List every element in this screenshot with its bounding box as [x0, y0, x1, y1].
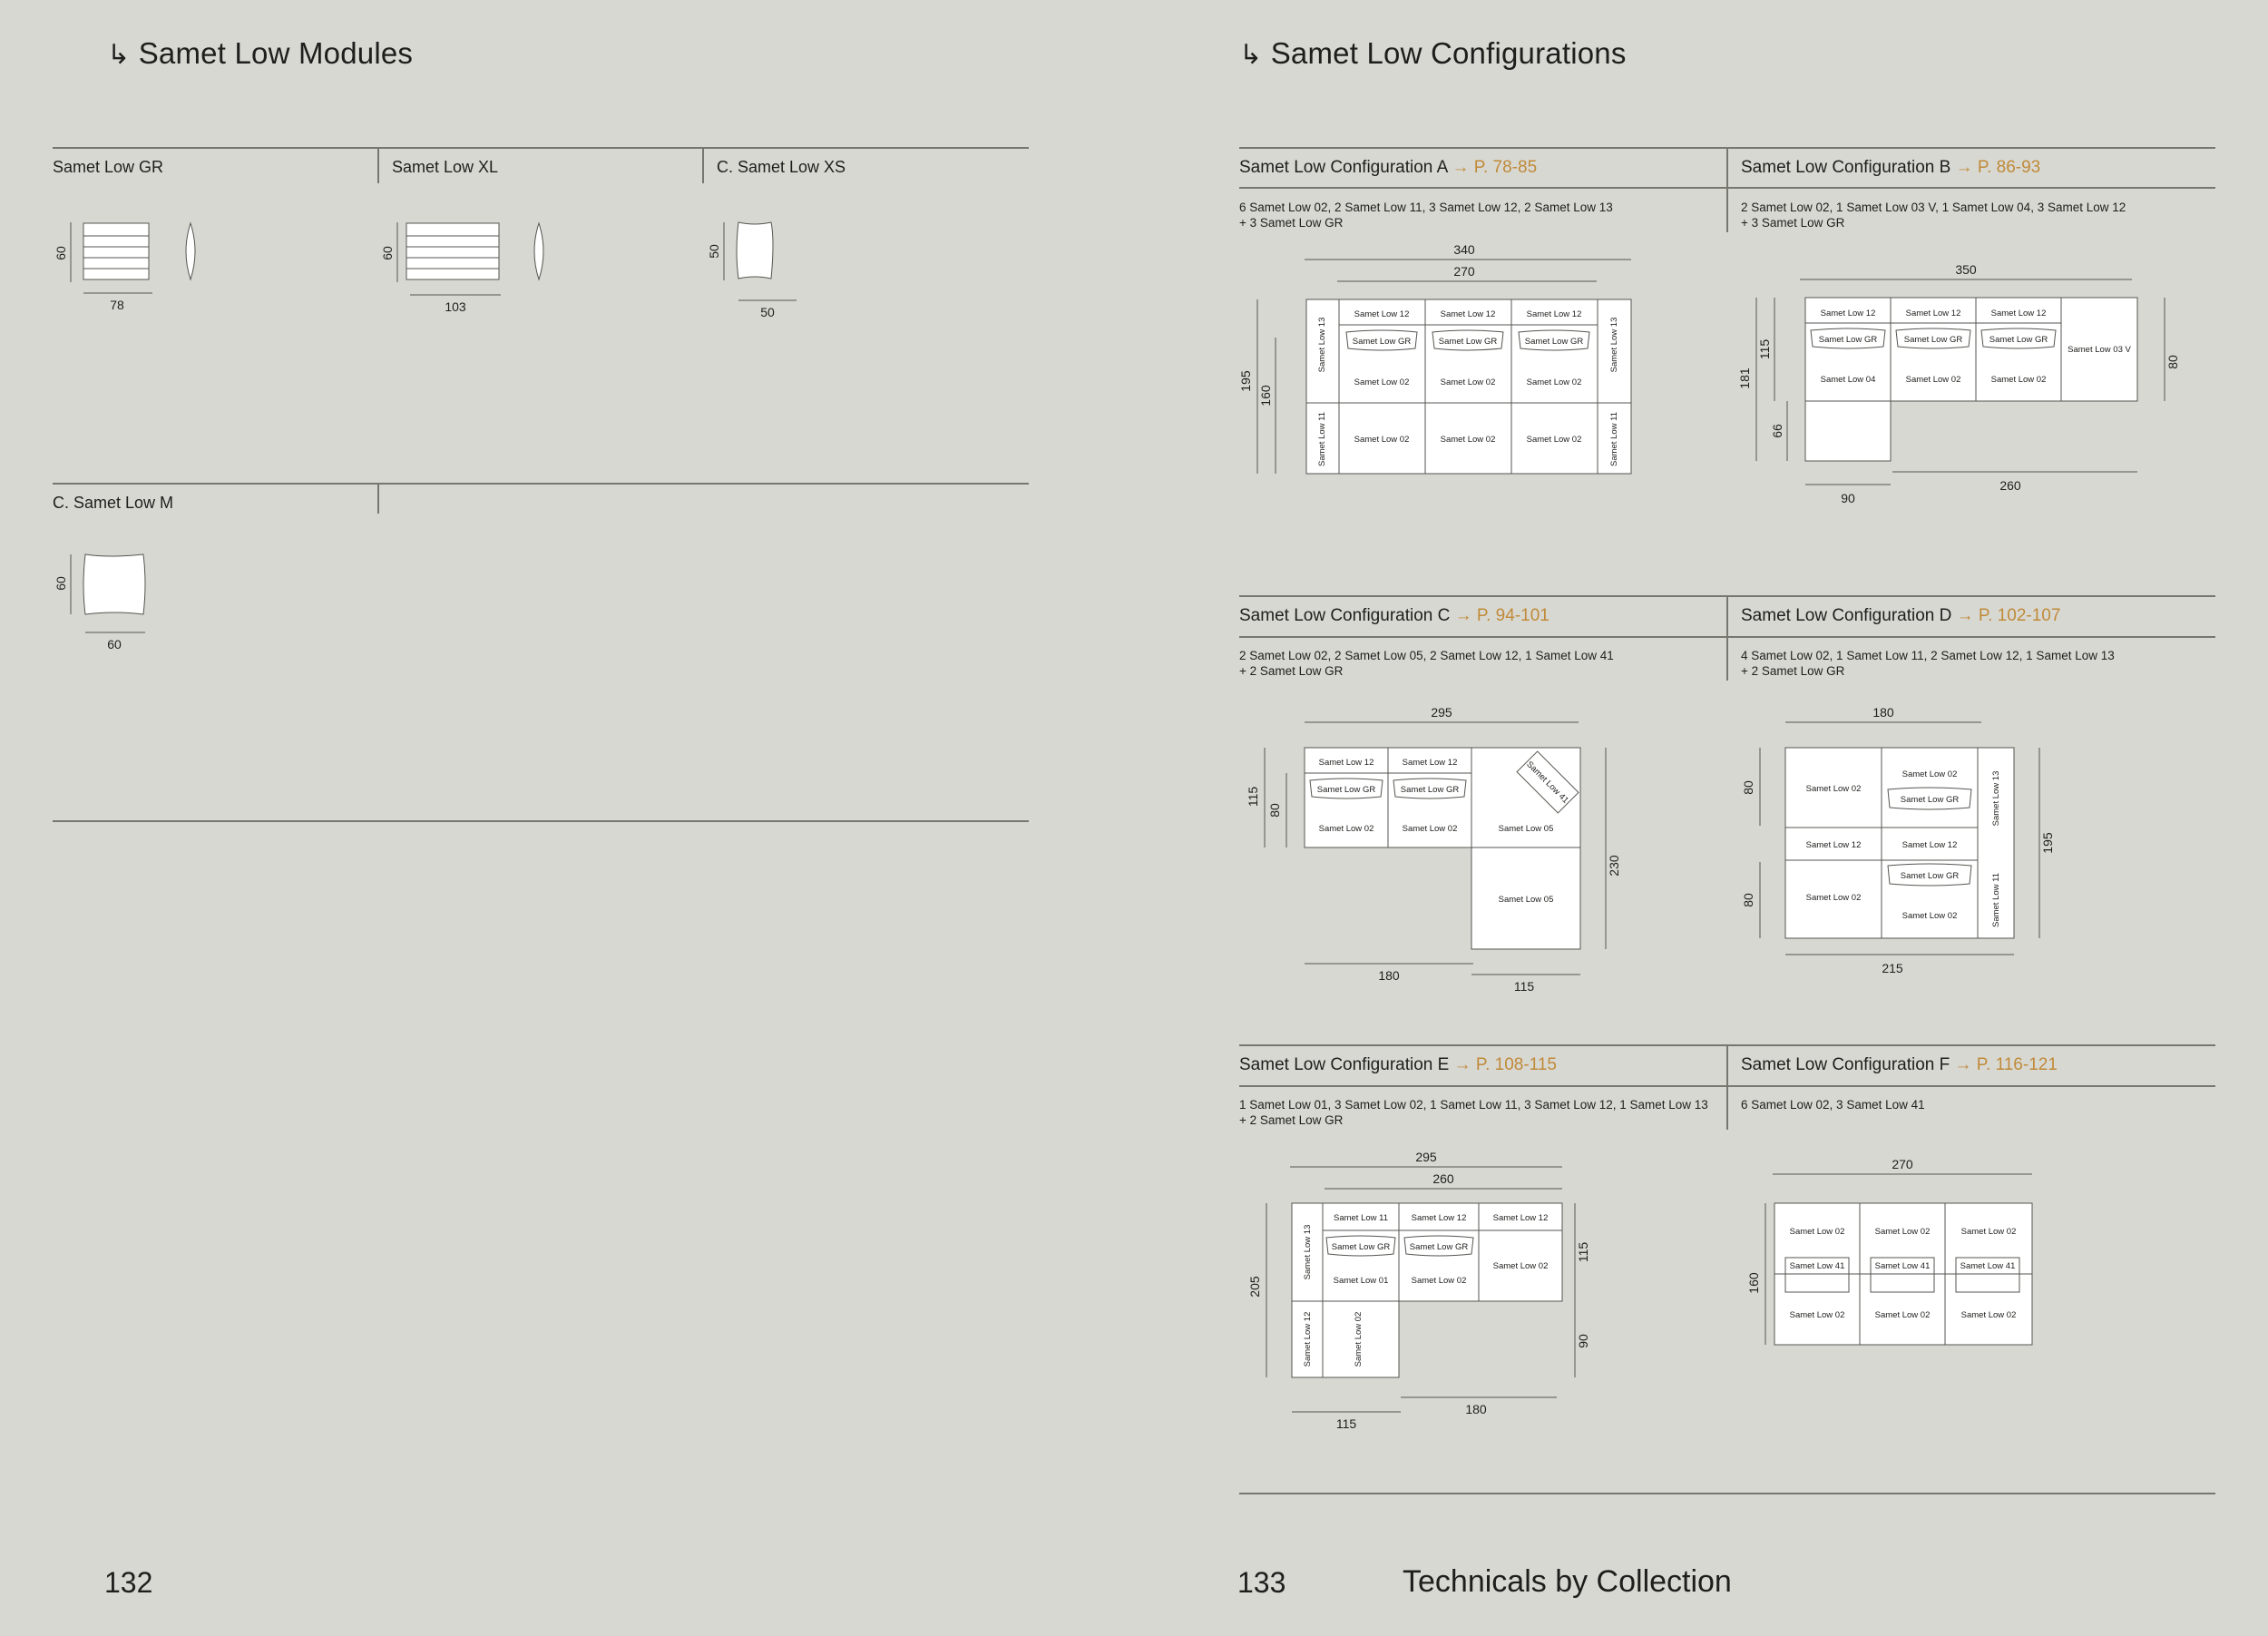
svg-text:Samet Low 02: Samet Low 02: [1789, 1310, 1845, 1320]
modules-title: Samet Low Modules: [138, 36, 414, 70]
config-a-desc: 6 Samet Low 02, 2 Samet Low 11, 3 Samet Low 12, 2 Samet Low 13 + 3 Samet Low GR: [1239, 201, 1613, 230]
config-b-title: Samet Low Configuration B → P. 86-93: [1741, 158, 2041, 177]
divider: [1726, 595, 1728, 681]
module-label: C. Samet Low XS: [717, 158, 846, 176]
module-m-drawing: [45, 549, 172, 658]
svg-text:Samet Low 02: Samet Low 02: [1318, 824, 1374, 834]
svg-text:Samet Low 04: Samet Low 04: [1820, 375, 1876, 385]
svg-text:Samet Low 02: Samet Low 02: [1526, 377, 1582, 387]
svg-text:Samet Low 03 V: Samet Low 03 V: [2068, 345, 2131, 355]
svg-text:Samet Low 13: Samet Low 13: [1991, 770, 2001, 827]
config-a-title: Samet Low Configuration A → P. 78-85: [1239, 158, 1538, 177]
svg-text:Samet Low 02: Samet Low 02: [1960, 1227, 2017, 1237]
configurations-heading: [1239, 36, 1627, 71]
svg-text:Samet Low 02: Samet Low 02: [1492, 1261, 1549, 1271]
config-e-title: Samet Low Configuration E → P. 108-115: [1239, 1055, 1557, 1074]
svg-text:Samet Low 12: Samet Low 12: [1805, 840, 1862, 850]
svg-text:Samet Low GR: Samet Low GR: [1352, 337, 1412, 347]
config-c-desc: 2 Samet Low 02, 2 Samet Low 05, 2 Samet Low 12, 1 Samet Low 41 + 2 Samet Low GR: [1239, 649, 1614, 678]
svg-text:Samet Low GR: Samet Low GR: [1438, 337, 1498, 347]
config-f-desc: 6 Samet Low 02, 3 Samet Low 41: [1741, 1098, 1925, 1112]
divider: [377, 147, 379, 183]
config-b-desc: 2 Samet Low 02, 1 Samet Low 03 V, 1 Samet Low 04, 3 Samet Low 12 + 3 Samet Low GR: [1741, 201, 2126, 230]
footer-title: Technicals by Collection: [1403, 1564, 1732, 1599]
svg-text:Samet Low 12: Samet Low 12: [1990, 309, 2047, 318]
svg-text:215: 215: [1882, 961, 1903, 975]
module-label: Samet Low XL: [392, 158, 499, 176]
svg-text:Samet Low 12: Samet Low 12: [1354, 309, 1410, 319]
corner-arrow-icon: ↳: [107, 39, 131, 71]
svg-text:Samet Low 12: Samet Low 12: [1402, 758, 1458, 768]
svg-text:180: 180: [1872, 705, 1894, 720]
svg-text:260: 260: [1432, 1171, 1454, 1186]
svg-text:Samet Low 11: Samet Low 11: [1609, 411, 1619, 467]
page-reference: → P. 116-121: [1954, 1055, 2058, 1074]
svg-text:Samet Low 11: Samet Low 11: [1991, 872, 2001, 928]
svg-text:Samet Low 02: Samet Low 02: [1402, 824, 1458, 834]
svg-text:Samet Low GR: Samet Low GR: [1409, 1242, 1469, 1252]
svg-text:Samet Low GR: Samet Low GR: [1900, 795, 1960, 805]
svg-text:Samet Low 02: Samet Low 02: [1874, 1227, 1931, 1237]
svg-text:Samet Low 11: Samet Low 11: [1317, 411, 1327, 467]
page-number: 132: [104, 1566, 153, 1599]
dim-label: 60: [54, 576, 68, 591]
svg-text:Samet Low 02: Samet Low 02: [1440, 435, 1496, 445]
svg-text:Samet Low 02: Samet Low 02: [1354, 1311, 1364, 1367]
svg-text:270: 270: [1892, 1157, 1913, 1171]
dim-label: 50: [707, 244, 721, 259]
page-number: 133: [1237, 1566, 1286, 1599]
divider: [377, 483, 379, 514]
svg-text:90: 90: [1841, 491, 1855, 505]
config-d-title: Samet Low Configuration D → P. 102-107: [1741, 606, 2061, 625]
configurations-title: Samet Low Configurations: [1270, 36, 1627, 70]
svg-text:Samet Low 41: Samet Low 41: [1789, 1261, 1845, 1271]
svg-text:205: 205: [1247, 1276, 1262, 1298]
svg-text:Samet Low 12: Samet Low 12: [1901, 840, 1958, 850]
svg-text:Samet Low 02: Samet Low 02: [1901, 911, 1958, 921]
svg-text:115: 115: [1576, 1241, 1590, 1263]
config-e-desc: 1 Samet Low 01, 3 Samet Low 02, 1 Samet Low 11, 3 Samet Low 12, 1 Samet Low 13 + 2 Samet Low GR: [1239, 1098, 1708, 1127]
svg-text:Samet Low 02: Samet Low 02: [1805, 784, 1862, 794]
svg-text:Samet Low 02: Samet Low 02: [1440, 377, 1496, 387]
svg-text:181: 181: [1737, 367, 1752, 389]
corner-arrow-icon: ↳: [1239, 39, 1263, 71]
svg-text:195: 195: [2040, 832, 2055, 854]
svg-text:340: 340: [1453, 242, 1475, 257]
svg-text:Samet Low 12: Samet Low 12: [1411, 1213, 1467, 1223]
svg-text:80: 80: [1741, 893, 1755, 907]
svg-text:Samet Low GR: Samet Low GR: [1400, 785, 1460, 795]
config-b-drawing: [1733, 254, 2186, 517]
svg-text:Samet Low 02: Samet Low 02: [1905, 375, 1961, 385]
svg-text:Samet Low 05: Samet Low 05: [1498, 824, 1554, 834]
page-reference: → P. 86-93: [1955, 158, 2041, 177]
svg-text:80: 80: [2165, 355, 2180, 369]
svg-text:230: 230: [1607, 855, 1621, 877]
divider: [702, 147, 704, 183]
svg-text:Samet Low 12: Samet Low 12: [1905, 309, 1961, 318]
svg-text:Samet Low 13: Samet Low 13: [1609, 317, 1619, 373]
svg-text:295: 295: [1415, 1150, 1437, 1164]
dim-label: 103: [445, 299, 466, 314]
svg-text:Samet Low 05: Samet Low 05: [1498, 895, 1554, 905]
svg-text:Samet Low 02: Samet Low 02: [1960, 1310, 2017, 1320]
svg-text:350: 350: [1955, 262, 1977, 277]
svg-text:80: 80: [1741, 780, 1755, 795]
divider: [1726, 1044, 1728, 1130]
svg-text:66: 66: [1770, 424, 1784, 438]
svg-text:Samet Low 12: Samet Low 12: [1492, 1213, 1549, 1223]
svg-text:Samet Low 02: Samet Low 02: [1789, 1227, 1845, 1237]
svg-text:Samet Low 12: Samet Low 12: [1303, 1311, 1313, 1367]
config-a-drawing: [1234, 236, 1651, 490]
svg-text:Samet Low 41: Samet Low 41: [1524, 759, 1571, 806]
config-f-title: Samet Low Configuration F → P. 116-121: [1741, 1055, 2058, 1074]
dim-label: 60: [380, 246, 395, 260]
divider: [53, 147, 1029, 149]
module-xs-drawing: [699, 213, 807, 322]
svg-text:160: 160: [1746, 1272, 1761, 1294]
svg-text:Samet Low 41: Samet Low 41: [1874, 1261, 1931, 1271]
dim-label: 78: [110, 298, 124, 312]
svg-text:Samet Low 01: Samet Low 01: [1333, 1276, 1389, 1286]
svg-text:180: 180: [1465, 1402, 1487, 1416]
svg-text:Samet Low 12: Samet Low 12: [1440, 309, 1496, 319]
page-reference: → P. 108-115: [1453, 1055, 1557, 1074]
svg-text:115: 115: [1757, 338, 1772, 360]
dim-label: 50: [760, 305, 775, 319]
config-f-drawing: [1733, 1147, 2150, 1356]
svg-text:Samet Low GR: Samet Low GR: [1524, 337, 1584, 347]
divider: [1239, 1493, 2215, 1494]
svg-text:180: 180: [1378, 968, 1400, 983]
modules-heading: [107, 36, 413, 71]
svg-text:115: 115: [1335, 1416, 1357, 1431]
divider: [53, 820, 1029, 822]
svg-text:Samet Low 02: Samet Low 02: [1874, 1310, 1931, 1320]
svg-text:Samet Low 12: Samet Low 12: [1820, 309, 1876, 318]
svg-text:Samet Low 12: Samet Low 12: [1526, 309, 1582, 319]
svg-text:Samet Low 02: Samet Low 02: [1805, 893, 1862, 903]
config-d-drawing: [1733, 699, 2150, 989]
config-d-desc: 4 Samet Low 02, 1 Samet Low 11, 2 Samet Low 12, 1 Samet Low 13 + 2 Samet Low GR: [1741, 649, 2115, 678]
svg-text:Samet Low GR: Samet Low GR: [1989, 335, 2048, 345]
svg-text:Samet Low 12: Samet Low 12: [1318, 758, 1374, 768]
svg-text:Samet Low 41: Samet Low 41: [1960, 1261, 2016, 1271]
page-reference: → P. 94-101: [1454, 606, 1549, 625]
module-label: C. Samet Low M: [53, 494, 174, 512]
svg-text:270: 270: [1453, 264, 1475, 279]
page-reference: → P. 102-107: [1956, 606, 2061, 625]
config-e-drawing: [1234, 1147, 1651, 1446]
svg-text:115: 115: [1513, 979, 1535, 994]
svg-text:Samet Low 02: Samet Low 02: [1901, 769, 1958, 779]
svg-text:115: 115: [1246, 786, 1260, 808]
module-label: Samet Low GR: [53, 158, 164, 176]
svg-text:90: 90: [1576, 1334, 1590, 1348]
svg-text:160: 160: [1258, 385, 1273, 407]
divider: [53, 483, 1029, 485]
svg-text:Samet Low 02: Samet Low 02: [1354, 435, 1410, 445]
config-c-drawing: [1234, 699, 1633, 998]
svg-text:Samet Low GR: Samet Low GR: [1818, 335, 1878, 345]
svg-text:Samet Low 02: Samet Low 02: [1354, 377, 1410, 387]
page-reference: → P. 78-85: [1452, 158, 1538, 177]
module-gr-drawing: [45, 213, 209, 322]
svg-text:Samet Low 13: Samet Low 13: [1303, 1224, 1313, 1280]
svg-text:Samet Low 02: Samet Low 02: [1990, 375, 2047, 385]
dim-label: 60: [54, 246, 68, 260]
svg-text:Samet Low GR: Samet Low GR: [1900, 871, 1960, 881]
svg-text:Samet Low 02: Samet Low 02: [1526, 435, 1582, 445]
svg-text:195: 195: [1238, 370, 1253, 392]
svg-text:Samet Low 02: Samet Low 02: [1411, 1276, 1467, 1286]
svg-text:295: 295: [1431, 705, 1452, 720]
svg-text:Samet Low 13: Samet Low 13: [1317, 317, 1327, 373]
svg-text:Samet Low 11: Samet Low 11: [1333, 1213, 1389, 1223]
dim-label: 60: [107, 637, 122, 651]
svg-text:260: 260: [1999, 478, 2021, 493]
svg-text:Samet Low GR: Samet Low GR: [1316, 785, 1376, 795]
svg-text:80: 80: [1267, 803, 1282, 818]
config-c-title: Samet Low Configuration C → P. 94-101: [1239, 606, 1549, 625]
divider: [1726, 147, 1728, 232]
svg-text:Samet Low GR: Samet Low GR: [1331, 1242, 1391, 1252]
svg-text:Samet Low GR: Samet Low GR: [1903, 335, 1963, 345]
module-xl-drawing: [372, 213, 553, 322]
